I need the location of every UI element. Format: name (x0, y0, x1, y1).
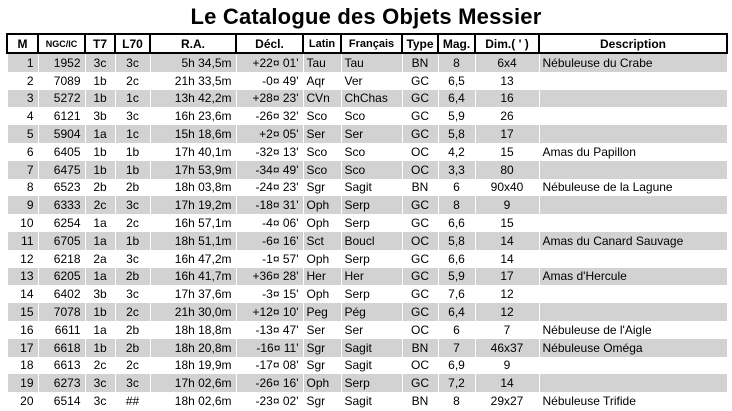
francais-cell: Serp (341, 285, 402, 303)
type-cell: OC (402, 143, 438, 161)
t7-cell: 2b (85, 179, 115, 197)
mag-cell: 7,6 (438, 285, 475, 303)
decl-cell: +12¤ 10' (236, 303, 303, 321)
ngc-cell: 6273 (38, 374, 85, 392)
ra-cell: 18h 18,8m (150, 321, 236, 339)
latin-cell: Ser (303, 125, 341, 143)
t7-cell: 1b (85, 143, 115, 161)
type-cell: GC (402, 196, 438, 214)
decl-cell: -26¤ 32' (236, 107, 303, 125)
messier-table (6, 33, 728, 410)
table-row (7, 107, 727, 125)
francais-cell: Serp (341, 196, 402, 214)
table-row (7, 250, 727, 268)
latin-cell: Sco (303, 107, 341, 125)
latin-cell: Oph (303, 285, 341, 303)
ngc-cell: 6523 (38, 179, 85, 197)
description-cell (539, 72, 727, 90)
t7-cell: 1b (85, 90, 115, 108)
header-m: M (7, 34, 38, 53)
francais-cell: Boucl (341, 232, 402, 250)
ra-cell: 5h 34,5m (150, 53, 236, 72)
t7-cell: 3c (85, 374, 115, 392)
francais-cell: Pég (341, 303, 402, 321)
m-cell: 16 (7, 321, 38, 339)
type-cell: GC (402, 214, 438, 232)
t7-cell: 2c (85, 196, 115, 214)
ra-cell: 15h 18,6m (150, 125, 236, 143)
description-cell (539, 303, 727, 321)
ngc-cell: 6405 (38, 143, 85, 161)
ra-cell: 16h 47,2m (150, 250, 236, 268)
dim-cell: 9 (475, 357, 539, 375)
header-ra: R.A. (150, 34, 236, 53)
type-cell: OC (402, 232, 438, 250)
dim-cell: 12 (475, 303, 539, 321)
table-row (7, 90, 727, 108)
description-cell (539, 214, 727, 232)
description-cell (539, 196, 727, 214)
ngc-cell: 6205 (38, 268, 85, 286)
table-row (7, 392, 727, 410)
header-ngc: NGC/IC (38, 34, 85, 53)
latin-cell: Peg (303, 303, 341, 321)
mag-cell: 6,4 (438, 90, 475, 108)
decl-cell: +36¤ 28' (236, 268, 303, 286)
decl-cell: -32¤ 13' (236, 143, 303, 161)
header-t7: T7 (85, 34, 115, 53)
francais-cell: Sagit (341, 392, 402, 410)
dim-cell: 15 (475, 143, 539, 161)
francais-cell: ChChas (341, 90, 402, 108)
francais-cell: Serp (341, 214, 402, 232)
dim-cell: 14 (475, 250, 539, 268)
m-cell: 5 (7, 125, 38, 143)
decl-cell: -0¤ 49' (236, 72, 303, 90)
l70-cell: 2b (115, 268, 150, 286)
dim-cell: 26 (475, 107, 539, 125)
mag-cell: 6 (438, 321, 475, 339)
description-cell: Nébuleuse Oméga (539, 339, 727, 357)
table-row (7, 161, 727, 179)
type-cell: BN (402, 53, 438, 72)
header-l70: L70 (115, 34, 150, 53)
dim-cell: 13 (475, 72, 539, 90)
m-cell: 6 (7, 143, 38, 161)
ra-cell: 13h 42,2m (150, 90, 236, 108)
dim-cell: 14 (475, 374, 539, 392)
mag-cell: 5,8 (438, 125, 475, 143)
ngc-cell: 6333 (38, 196, 85, 214)
latin-cell: Sgr (303, 339, 341, 357)
ngc-cell: 6514 (38, 392, 85, 410)
m-cell: 3 (7, 90, 38, 108)
mag-cell: 6,6 (438, 250, 475, 268)
francais-cell: Ser (341, 321, 402, 339)
description-cell (539, 125, 727, 143)
decl-cell: -13¤ 47' (236, 321, 303, 339)
francais-cell: Sco (341, 161, 402, 179)
table-row (7, 179, 727, 197)
t7-cell: 1b (85, 161, 115, 179)
table-row (7, 339, 727, 357)
ngc-cell: 6402 (38, 285, 85, 303)
francais-cell: Sagit (341, 357, 402, 375)
dim-cell: 15 (475, 214, 539, 232)
description-cell: Amas du Canard Sauvage (539, 232, 727, 250)
mag-cell: 8 (438, 53, 475, 72)
ra-cell: 21h 33,5m (150, 72, 236, 90)
table-row (7, 285, 727, 303)
ngc-cell: 5272 (38, 90, 85, 108)
dim-cell: 90x40 (475, 179, 539, 197)
t7-cell: 1b (85, 339, 115, 357)
francais-cell: Sagit (341, 179, 402, 197)
ngc-cell: 6475 (38, 161, 85, 179)
decl-cell: -3¤ 15' (236, 285, 303, 303)
francais-cell: Sagit (341, 339, 402, 357)
page-title: Le Catalogue des Objets Messier (190, 4, 542, 29)
m-cell: 4 (7, 107, 38, 125)
t7-cell: 1a (85, 232, 115, 250)
description-cell: Nébuleuse de la Lagune (539, 179, 727, 197)
m-cell: 14 (7, 285, 38, 303)
m-cell: 13 (7, 268, 38, 286)
ngc-cell: 6121 (38, 107, 85, 125)
francais-cell: Serp (341, 250, 402, 268)
francais-cell: Sco (341, 143, 402, 161)
latin-cell: Oph (303, 250, 341, 268)
l70-cell: 2c (115, 72, 150, 90)
decl-cell: -1¤ 57' (236, 250, 303, 268)
type-cell: OC (402, 161, 438, 179)
description-cell (539, 250, 727, 268)
l70-cell: 1b (115, 232, 150, 250)
decl-cell: -18¤ 31' (236, 196, 303, 214)
latin-cell: Ser (303, 321, 341, 339)
mag-cell: 8 (438, 196, 475, 214)
ngc-cell: 6613 (38, 357, 85, 375)
dim-cell: 17 (475, 268, 539, 286)
table-row (7, 214, 727, 232)
latin-cell: Sgr (303, 392, 341, 410)
description-cell: Amas d'Hercule (539, 268, 727, 286)
l70-cell: 3c (115, 196, 150, 214)
l70-cell: 2c (115, 214, 150, 232)
description-cell (539, 285, 727, 303)
description-cell (539, 90, 727, 108)
latin-cell: Oph (303, 214, 341, 232)
decl-cell: +2¤ 05' (236, 125, 303, 143)
mag-cell: 6 (438, 179, 475, 197)
ngc-cell: 6254 (38, 214, 85, 232)
decl-cell: -34¤ 49' (236, 161, 303, 179)
type-cell: BN (402, 339, 438, 357)
decl-cell: -24¤ 23' (236, 179, 303, 197)
mag-cell: 6,5 (438, 72, 475, 90)
type-cell: GC (402, 107, 438, 125)
francais-cell: Tau (341, 53, 402, 72)
mag-cell: 8 (438, 392, 475, 410)
ngc-cell: 7089 (38, 72, 85, 90)
dim-cell: 7 (475, 321, 539, 339)
dim-cell: 29x27 (475, 392, 539, 410)
ra-cell: 17h 53,9m (150, 161, 236, 179)
table-row (7, 303, 727, 321)
description-cell (539, 107, 727, 125)
decl-cell: -16¤ 11' (236, 339, 303, 357)
l70-cell: 1c (115, 90, 150, 108)
l70-cell: 3c (115, 107, 150, 125)
ra-cell: 18h 03,8m (150, 179, 236, 197)
l70-cell: 3c (115, 374, 150, 392)
latin-cell: Aqr (303, 72, 341, 90)
ngc-cell: 1952 (38, 53, 85, 72)
type-cell: GC (402, 303, 438, 321)
ngc-cell: 7078 (38, 303, 85, 321)
latin-cell: Sco (303, 143, 341, 161)
latin-cell: Sgr (303, 357, 341, 375)
type-cell: GC (402, 90, 438, 108)
l70-cell: 1b (115, 161, 150, 179)
decl-cell: -6¤ 16' (236, 232, 303, 250)
mag-cell: 5,8 (438, 232, 475, 250)
m-cell: 2 (7, 72, 38, 90)
t7-cell: 1b (85, 303, 115, 321)
ra-cell: 17h 37,6m (150, 285, 236, 303)
type-cell: OC (402, 357, 438, 375)
m-cell: 19 (7, 374, 38, 392)
table-row (7, 232, 727, 250)
t7-cell: 1a (85, 321, 115, 339)
l70-cell: 2b (115, 179, 150, 197)
table-body (7, 53, 727, 410)
type-cell: GC (402, 125, 438, 143)
mag-cell: 6,6 (438, 214, 475, 232)
decl-cell: -23¤ 02' (236, 392, 303, 410)
mag-cell: 5,9 (438, 268, 475, 286)
table-header-row (7, 34, 727, 53)
header-latin: Latin (303, 34, 341, 53)
mag-cell: 6,9 (438, 357, 475, 375)
m-cell: 12 (7, 250, 38, 268)
latin-cell: Oph (303, 374, 341, 392)
m-cell: 11 (7, 232, 38, 250)
ra-cell: 21h 30,0m (150, 303, 236, 321)
l70-cell: 3c (115, 250, 150, 268)
m-cell: 8 (7, 179, 38, 197)
francais-cell: Her (341, 268, 402, 286)
table-row (7, 321, 727, 339)
dim-cell: 12 (475, 285, 539, 303)
latin-cell: Tau (303, 53, 341, 72)
dim-cell: 6x4 (475, 53, 539, 72)
m-cell: 10 (7, 214, 38, 232)
description-cell: Amas du Papillon (539, 143, 727, 161)
l70-cell: 2b (115, 321, 150, 339)
dim-cell: 17 (475, 125, 539, 143)
t7-cell: 1b (85, 72, 115, 90)
header-decl: Décl. (236, 34, 303, 53)
ngc-cell: 6705 (38, 232, 85, 250)
francais-cell: Serp (341, 374, 402, 392)
type-cell: GC (402, 268, 438, 286)
ngc-cell: 6611 (38, 321, 85, 339)
latin-cell: Sgr (303, 179, 341, 197)
decl-cell: -26¤ 16' (236, 374, 303, 392)
l70-cell: ## (115, 392, 150, 410)
latin-cell: Sco (303, 161, 341, 179)
type-cell: GC (402, 250, 438, 268)
ra-cell: 17h 19,2m (150, 196, 236, 214)
m-cell: 9 (7, 196, 38, 214)
table-row (7, 125, 727, 143)
description-cell: Nébuleuse de l'Aigle (539, 321, 727, 339)
ra-cell: 16h 23,6m (150, 107, 236, 125)
l70-cell: 2c (115, 303, 150, 321)
type-cell: OC (402, 321, 438, 339)
m-cell: 7 (7, 161, 38, 179)
ra-cell: 18h 19,9m (150, 357, 236, 375)
header-francais: Français (341, 34, 402, 53)
description-cell (539, 374, 727, 392)
ra-cell: 18h 51,1m (150, 232, 236, 250)
l70-cell: 3c (115, 53, 150, 72)
m-cell: 18 (7, 357, 38, 375)
ra-cell: 17h 40,1m (150, 143, 236, 161)
ngc-cell: 6218 (38, 250, 85, 268)
l70-cell: 2c (115, 357, 150, 375)
t7-cell: 3c (85, 53, 115, 72)
description-cell: Nébuleuse du Crabe (539, 53, 727, 72)
decl-cell: -17¤ 08' (236, 357, 303, 375)
latin-cell: Her (303, 268, 341, 286)
m-cell: 1 (7, 53, 38, 72)
dim-cell: 16 (475, 90, 539, 108)
header-dim: Dim.( ' ) (475, 34, 539, 53)
ra-cell: 16h 57,1m (150, 214, 236, 232)
table-row (7, 374, 727, 392)
t7-cell: 2a (85, 250, 115, 268)
type-cell: BN (402, 179, 438, 197)
type-cell: GC (402, 72, 438, 90)
type-cell: GC (402, 285, 438, 303)
dim-cell: 80 (475, 161, 539, 179)
m-cell: 15 (7, 303, 38, 321)
latin-cell: CVn (303, 90, 341, 108)
mag-cell: 4,2 (438, 143, 475, 161)
decl-cell: -4¤ 06' (236, 214, 303, 232)
table-row (7, 53, 727, 72)
mag-cell: 7,2 (438, 374, 475, 392)
ra-cell: 16h 41,7m (150, 268, 236, 286)
decl-cell: +22¤ 01' (236, 53, 303, 72)
latin-cell: Sct (303, 232, 341, 250)
dim-cell: 9 (475, 196, 539, 214)
description-cell (539, 161, 727, 179)
t7-cell: 3b (85, 107, 115, 125)
ra-cell: 17h 02,6m (150, 374, 236, 392)
description-cell: Nébuleuse Trifide (539, 392, 727, 410)
t7-cell: 3b (85, 285, 115, 303)
type-cell: GC (402, 374, 438, 392)
mag-cell: 3,3 (438, 161, 475, 179)
dim-cell: 46x37 (475, 339, 539, 357)
t7-cell: 1a (85, 268, 115, 286)
ra-cell: 18h 20,8m (150, 339, 236, 357)
mag-cell: 6,4 (438, 303, 475, 321)
ngc-cell: 6618 (38, 339, 85, 357)
table-row (7, 143, 727, 161)
l70-cell: 3c (115, 285, 150, 303)
francais-cell: Ser (341, 125, 402, 143)
header-mag: Mag. (438, 34, 475, 53)
t7-cell: 1a (85, 214, 115, 232)
description-cell (539, 357, 727, 375)
mag-cell: 5,9 (438, 107, 475, 125)
francais-cell: Ver (341, 72, 402, 90)
latin-cell: Oph (303, 196, 341, 214)
type-cell: BN (402, 392, 438, 410)
decl-cell: +28¤ 23' (236, 90, 303, 108)
ra-cell: 18h 02,6m (150, 392, 236, 410)
table-row (7, 268, 727, 286)
dim-cell: 14 (475, 232, 539, 250)
l70-cell: 1b (115, 143, 150, 161)
header-type: Type (402, 34, 438, 53)
header-description: Description (539, 34, 727, 53)
t7-cell: 1a (85, 125, 115, 143)
l70-cell: 1c (115, 125, 150, 143)
mag-cell: 7 (438, 339, 475, 357)
table-row (7, 357, 727, 375)
ngc-cell: 5904 (38, 125, 85, 143)
m-cell: 17 (7, 339, 38, 357)
table-row (7, 72, 727, 90)
m-cell: 20 (7, 392, 38, 410)
l70-cell: 2b (115, 339, 150, 357)
francais-cell: Sco (341, 107, 402, 125)
t7-cell: 3c (85, 392, 115, 410)
table-row (7, 196, 727, 214)
t7-cell: 2c (85, 357, 115, 375)
